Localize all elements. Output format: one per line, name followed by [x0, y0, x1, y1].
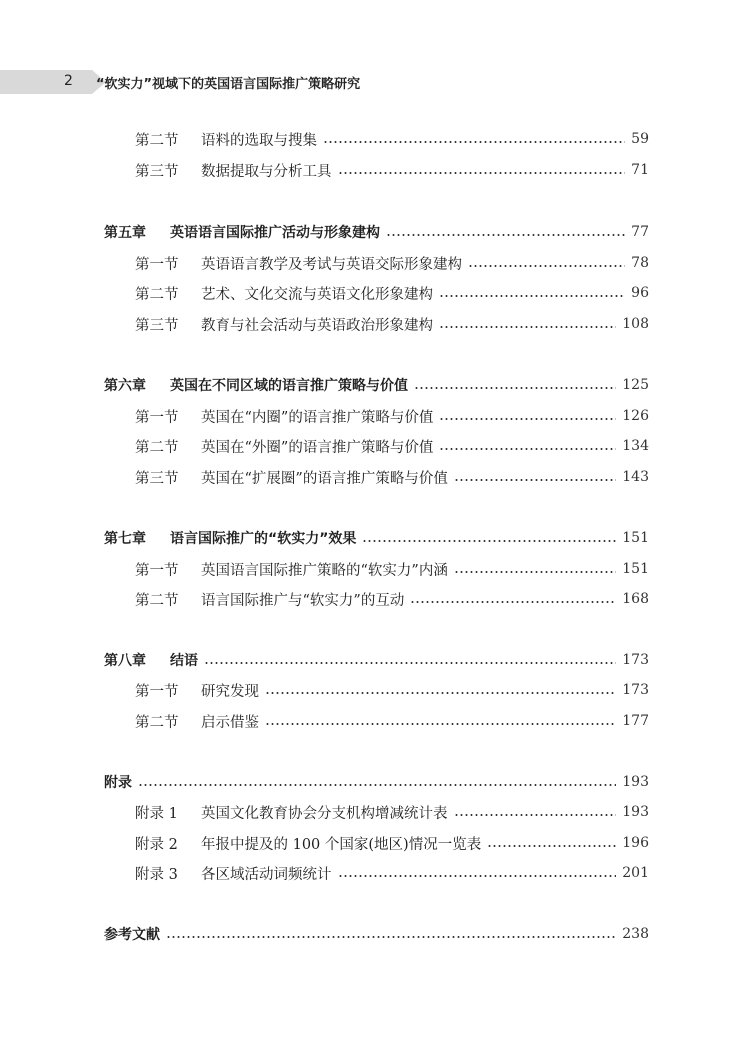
toc-entry-title: 各区域活动词频统计 [201, 866, 332, 883]
dot-leader [323, 141, 625, 143]
running-title: “软实力”视域下的英国语言国际推广策略研究 [96, 77, 361, 92]
toc-section-entry[interactable] [135, 800, 649, 824]
toc-entry-number: 第一节 [135, 256, 179, 273]
toc-entry-number: 附录 1 [135, 805, 178, 822]
toc-entry-number: 第二节 [135, 439, 179, 456]
toc-entry-number: 附录 2 [135, 836, 178, 853]
toc-entry-number: 第二节 [135, 286, 179, 303]
dot-leader [362, 540, 616, 542]
toc-entry-title: 教育与社会活动与英语政治形象建构 [201, 317, 433, 334]
toc-entry-number: 第二节 [135, 592, 179, 609]
dot-leader [454, 814, 617, 816]
toc-chapter-entry[interactable] [104, 648, 649, 672]
toc-entry-page: 125 [622, 377, 649, 393]
dot-leader [166, 936, 616, 938]
toc-chapter-entry[interactable] [104, 526, 649, 550]
toc-entry-number: 第七章 [104, 531, 146, 547]
toc-entry-page: 168 [622, 591, 649, 607]
dot-leader [439, 418, 616, 420]
toc-entry-title: 数据提取与分析工具 [201, 163, 332, 180]
toc-entry-number: 第一节 [135, 562, 179, 579]
toc-entry-page: 143 [622, 469, 649, 485]
toc-chapter-entry[interactable] [104, 373, 649, 397]
toc-entry-page: 173 [622, 682, 649, 698]
toc-entry-page: 238 [622, 926, 649, 942]
toc-section-entry[interactable] [135, 678, 649, 702]
page-number: 2 [64, 73, 73, 89]
toc-entry-page: 96 [631, 285, 649, 301]
dot-leader [265, 692, 616, 694]
toc-section-entry[interactable] [135, 251, 649, 275]
toc-chapter-entry[interactable] [104, 220, 649, 244]
toc-entry-number: 第二节 [135, 132, 179, 149]
toc-section-entry[interactable] [135, 404, 649, 428]
toc-entry-title: 英国在“内圈”的语言推广策略与价值 [201, 409, 434, 426]
toc-entry-title: 启示借鉴 [201, 714, 259, 731]
header-tab [0, 70, 92, 94]
toc-entry-title: 英语语言国际推广活动与形象建构 [170, 225, 380, 241]
toc-entry-title: 英语语言教学及考试与英语交际形象建构 [201, 256, 462, 273]
toc-entry-title: 英国在不同区域的语言推广策略与价值 [170, 378, 408, 394]
toc-chapter-entry[interactable] [104, 770, 649, 794]
toc-entry-page: 193 [622, 774, 649, 790]
toc-entry-title: 年报中提及的 100 个国家(地区)情况一览表 [201, 836, 482, 853]
dot-leader [414, 387, 616, 389]
toc-entry-title: 附录 [104, 775, 132, 791]
toc-entry-page: 177 [622, 713, 649, 729]
toc-entry-title: 参考文献 [104, 927, 160, 943]
dot-leader [439, 448, 616, 450]
toc-section-entry[interactable] [135, 281, 649, 305]
dot-leader [454, 479, 616, 481]
toc-entry-page: 108 [622, 316, 649, 332]
toc-entry-page: 126 [622, 408, 649, 424]
toc-entry-title: 艺术、文化交流与英语文化形象建构 [201, 286, 433, 303]
toc-entry-page: 201 [622, 865, 649, 881]
toc-entry-page: 193 [622, 804, 649, 820]
toc-entry-page: 151 [622, 530, 649, 546]
toc-entry-title: 研究发现 [201, 683, 259, 700]
toc-entry-page: 173 [622, 652, 649, 668]
toc-entry-number: 第一节 [135, 409, 179, 426]
toc-section-entry[interactable] [135, 861, 649, 885]
toc-entry-number: 第三节 [135, 317, 179, 334]
toc-entry-number: 附录 3 [135, 866, 178, 883]
toc-entry-title: 语料的选取与搜集 [201, 132, 317, 149]
toc-chapter-entry[interactable] [104, 922, 649, 946]
toc-section-entry[interactable] [135, 434, 649, 458]
toc-entry-page: 196 [622, 835, 649, 851]
dot-leader [468, 265, 625, 267]
toc-section-entry[interactable] [135, 312, 649, 336]
toc-entry-number: 第六章 [104, 378, 146, 394]
dot-leader [439, 295, 625, 297]
toc-entry-number: 第一节 [135, 683, 179, 700]
toc-entry-number: 第三节 [135, 163, 179, 180]
dot-leader [204, 662, 616, 664]
toc-entry-page: 59 [631, 131, 649, 147]
dot-leader [265, 723, 616, 725]
toc-entry-title: 语言国际推广与“软实力”的互动 [201, 592, 405, 609]
dot-leader [487, 845, 616, 847]
toc-section-entry[interactable] [135, 557, 649, 581]
toc-entry-title: 英国在“外圈”的语言推广策略与价值 [201, 439, 434, 456]
dot-leader [338, 875, 617, 877]
toc-entry-number: 第三节 [135, 470, 179, 487]
toc-entry-title: 英国语言国际推广策略的“软实力”内涵 [201, 562, 448, 579]
toc-entry-page: 78 [631, 255, 649, 271]
toc-entry-title: 英国文化教育协会分支机构增减统计表 [201, 805, 448, 822]
toc-section-entry[interactable] [135, 587, 649, 611]
toc-section-entry[interactable] [135, 158, 649, 182]
dot-leader [138, 784, 616, 786]
dot-leader [454, 571, 616, 573]
toc-entry-page: 77 [631, 224, 649, 240]
dot-leader [338, 172, 626, 174]
toc-section-entry[interactable] [135, 831, 649, 855]
dot-leader [439, 326, 616, 328]
toc-entry-title: 结语 [170, 653, 198, 669]
toc-section-entry[interactable] [135, 127, 649, 151]
toc-entry-page: 71 [631, 162, 649, 178]
toc-entry-page: 134 [622, 438, 649, 454]
toc-entry-title: 语言国际推广的“软实力”效果 [170, 531, 357, 547]
toc-entry-page: 151 [622, 561, 649, 577]
toc-section-entry[interactable] [135, 465, 649, 489]
toc-entry-number: 第八章 [104, 653, 146, 669]
toc-entry-number: 第五章 [104, 225, 146, 241]
toc-entry-title: 英国在“扩展圈”的语言推广策略与价值 [201, 470, 448, 487]
toc-entry-number: 第二节 [135, 714, 179, 731]
dot-leader [386, 234, 625, 236]
toc-section-entry[interactable] [135, 709, 649, 733]
dot-leader [410, 601, 616, 603]
